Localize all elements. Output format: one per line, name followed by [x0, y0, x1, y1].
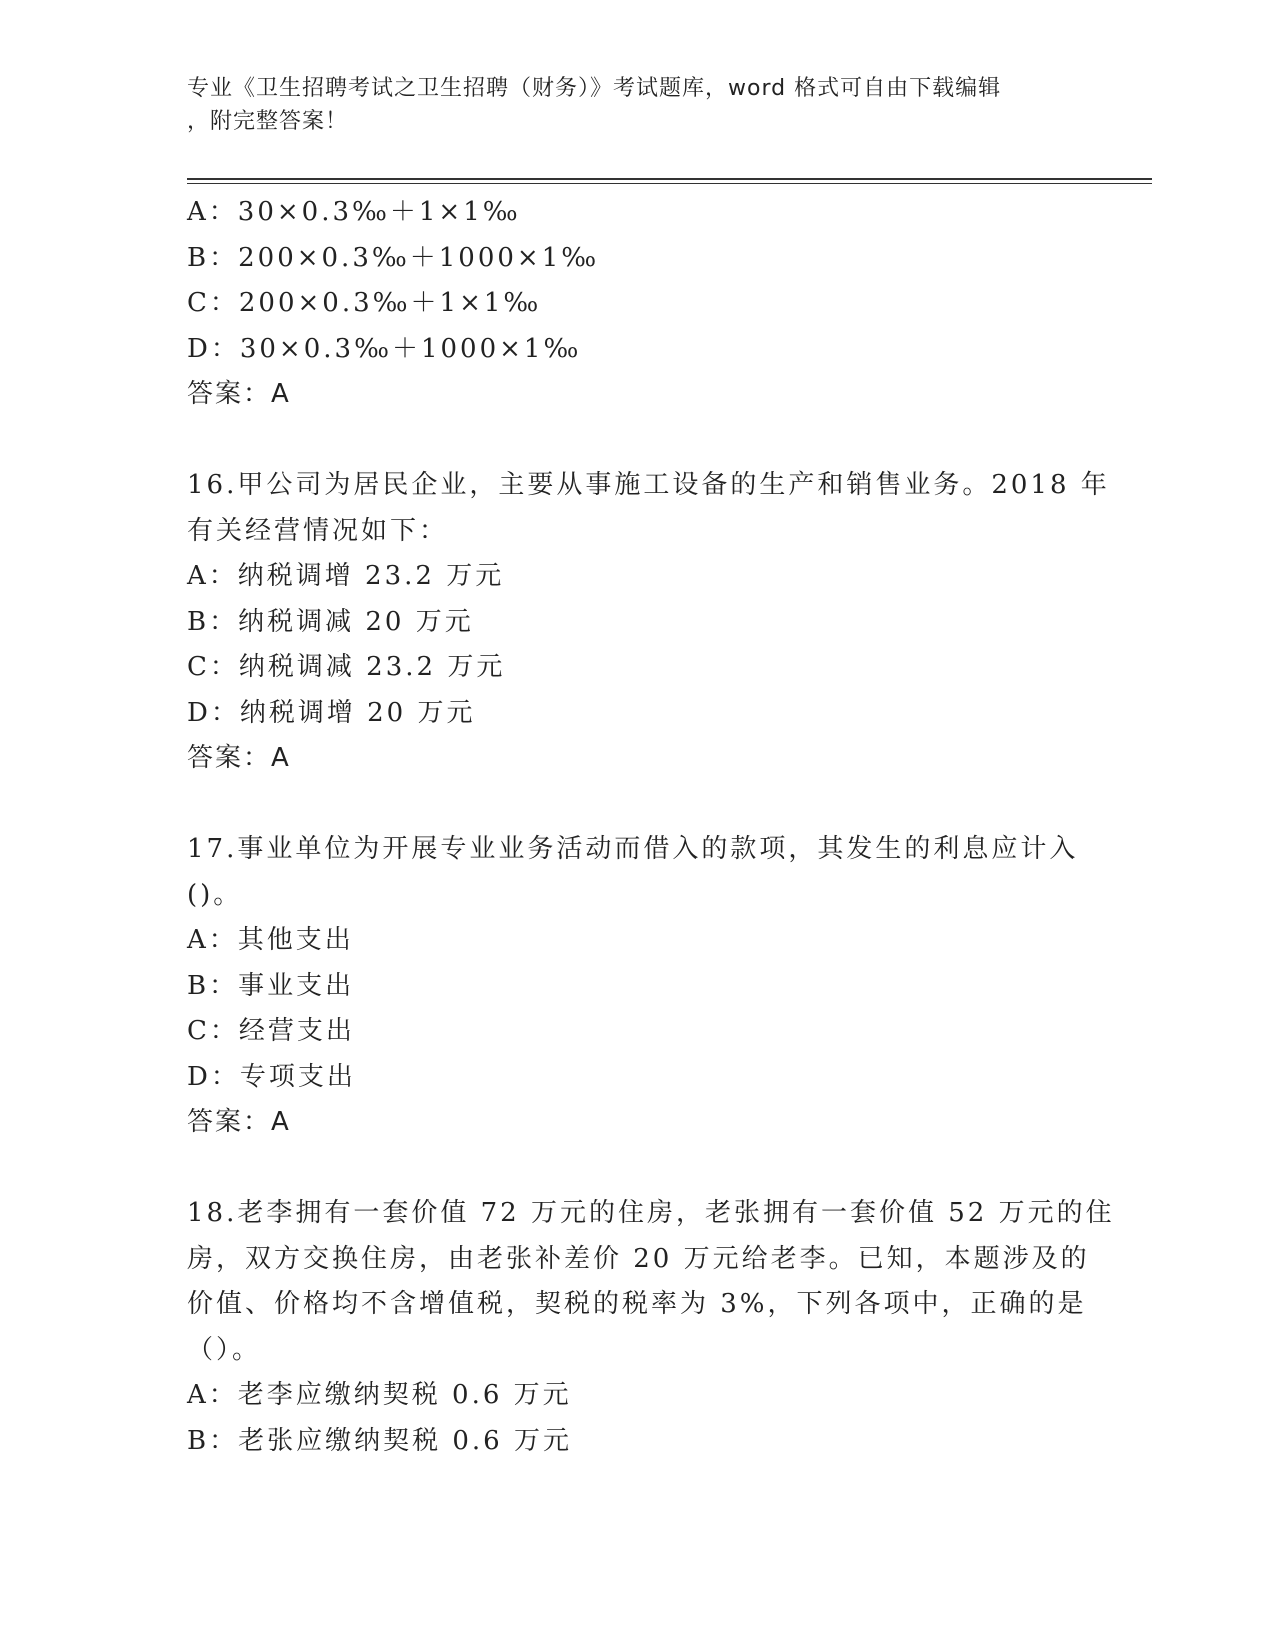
- answer-line: [187, 1100, 1087, 1146]
- option-c: C：200×0.3‰＋1×1‰: [187, 288, 542, 318]
- answer-label: 答案：: [187, 379, 272, 409]
- header-line-2: ，附完整答案！: [187, 109, 349, 134]
- option-b: B：老张应缴纳契税 0.6 万元: [187, 1425, 572, 1456]
- question-18: [187, 1191, 1115, 1464]
- spacer: [187, 418, 1087, 464]
- question-stem-line: 18.老李拥有一套价值 72 万元的住房，老张拥有一套价值 52 万元的住: [187, 1198, 1115, 1228]
- question-stem-line: （）。: [187, 1334, 262, 1365]
- option-a: A：纳税调增 23.2 万元: [187, 561, 505, 591]
- question-stem-line: 17.事业单位为开展专业业务活动而借入的款项，其发生的利息应计入: [187, 834, 1079, 864]
- option-b: B：200×0.3‰＋1000×1‰: [187, 242, 600, 273]
- option-a: A：老李应缴纳契税 0.6 万元: [187, 1380, 572, 1410]
- option-b: B：纳税调减 20 万元: [187, 606, 474, 637]
- option-d: D：专项支出: [187, 1061, 356, 1092]
- question-15: [187, 190, 1087, 418]
- question-17: [187, 827, 1087, 1146]
- question-list: [187, 190, 1115, 1464]
- answer-line: [187, 736, 1087, 782]
- document-header: [187, 72, 1067, 138]
- answer-value: A: [271, 743, 290, 773]
- question-16: [187, 463, 1110, 782]
- question-stem-line: ()。: [187, 879, 243, 910]
- answer-label: 答案：: [187, 743, 272, 773]
- question-stem-line: 有关经营情况如下：: [187, 515, 449, 546]
- option-c: C：经营支出: [187, 1016, 355, 1046]
- answer-value: A: [271, 379, 290, 409]
- spacer: [187, 1146, 1087, 1192]
- answer-value: A: [271, 1107, 290, 1137]
- spacer: [187, 782, 1087, 828]
- option-d: D：30×0.3‰＋1000×1‰: [187, 333, 582, 364]
- header-rule-thin: [187, 183, 1152, 184]
- header-rule-thick: [187, 178, 1152, 180]
- answer-line: [187, 372, 1087, 418]
- option-a: A：30×0.3‰＋1×1‰: [187, 197, 521, 227]
- answer-label: 答案：: [187, 1107, 272, 1137]
- question-stem-line: 房，双方交换住房，由老张补差价 20 万元给老李。已知，本题涉及的: [187, 1243, 1090, 1274]
- question-stem-line: 价值、价格均不含增值税，契税的税率为 3%，下列各项中，正确的是: [187, 1289, 1087, 1319]
- option-d: D：纳税调增 20 万元: [187, 697, 476, 728]
- option-c: C：纳税调减 23.2 万元: [187, 652, 506, 682]
- question-stem-line: 16.甲公司为居民企业，主要从事施工设备的生产和销售业务。2018 年: [187, 470, 1110, 500]
- option-b: B：事业支出: [187, 970, 355, 1001]
- header-line-1: 专业《卫生招聘考试之卫生招聘（财务）》考试题库，word 格式可自由下载编辑: [187, 76, 1002, 101]
- option-a: A：其他支出: [187, 925, 354, 955]
